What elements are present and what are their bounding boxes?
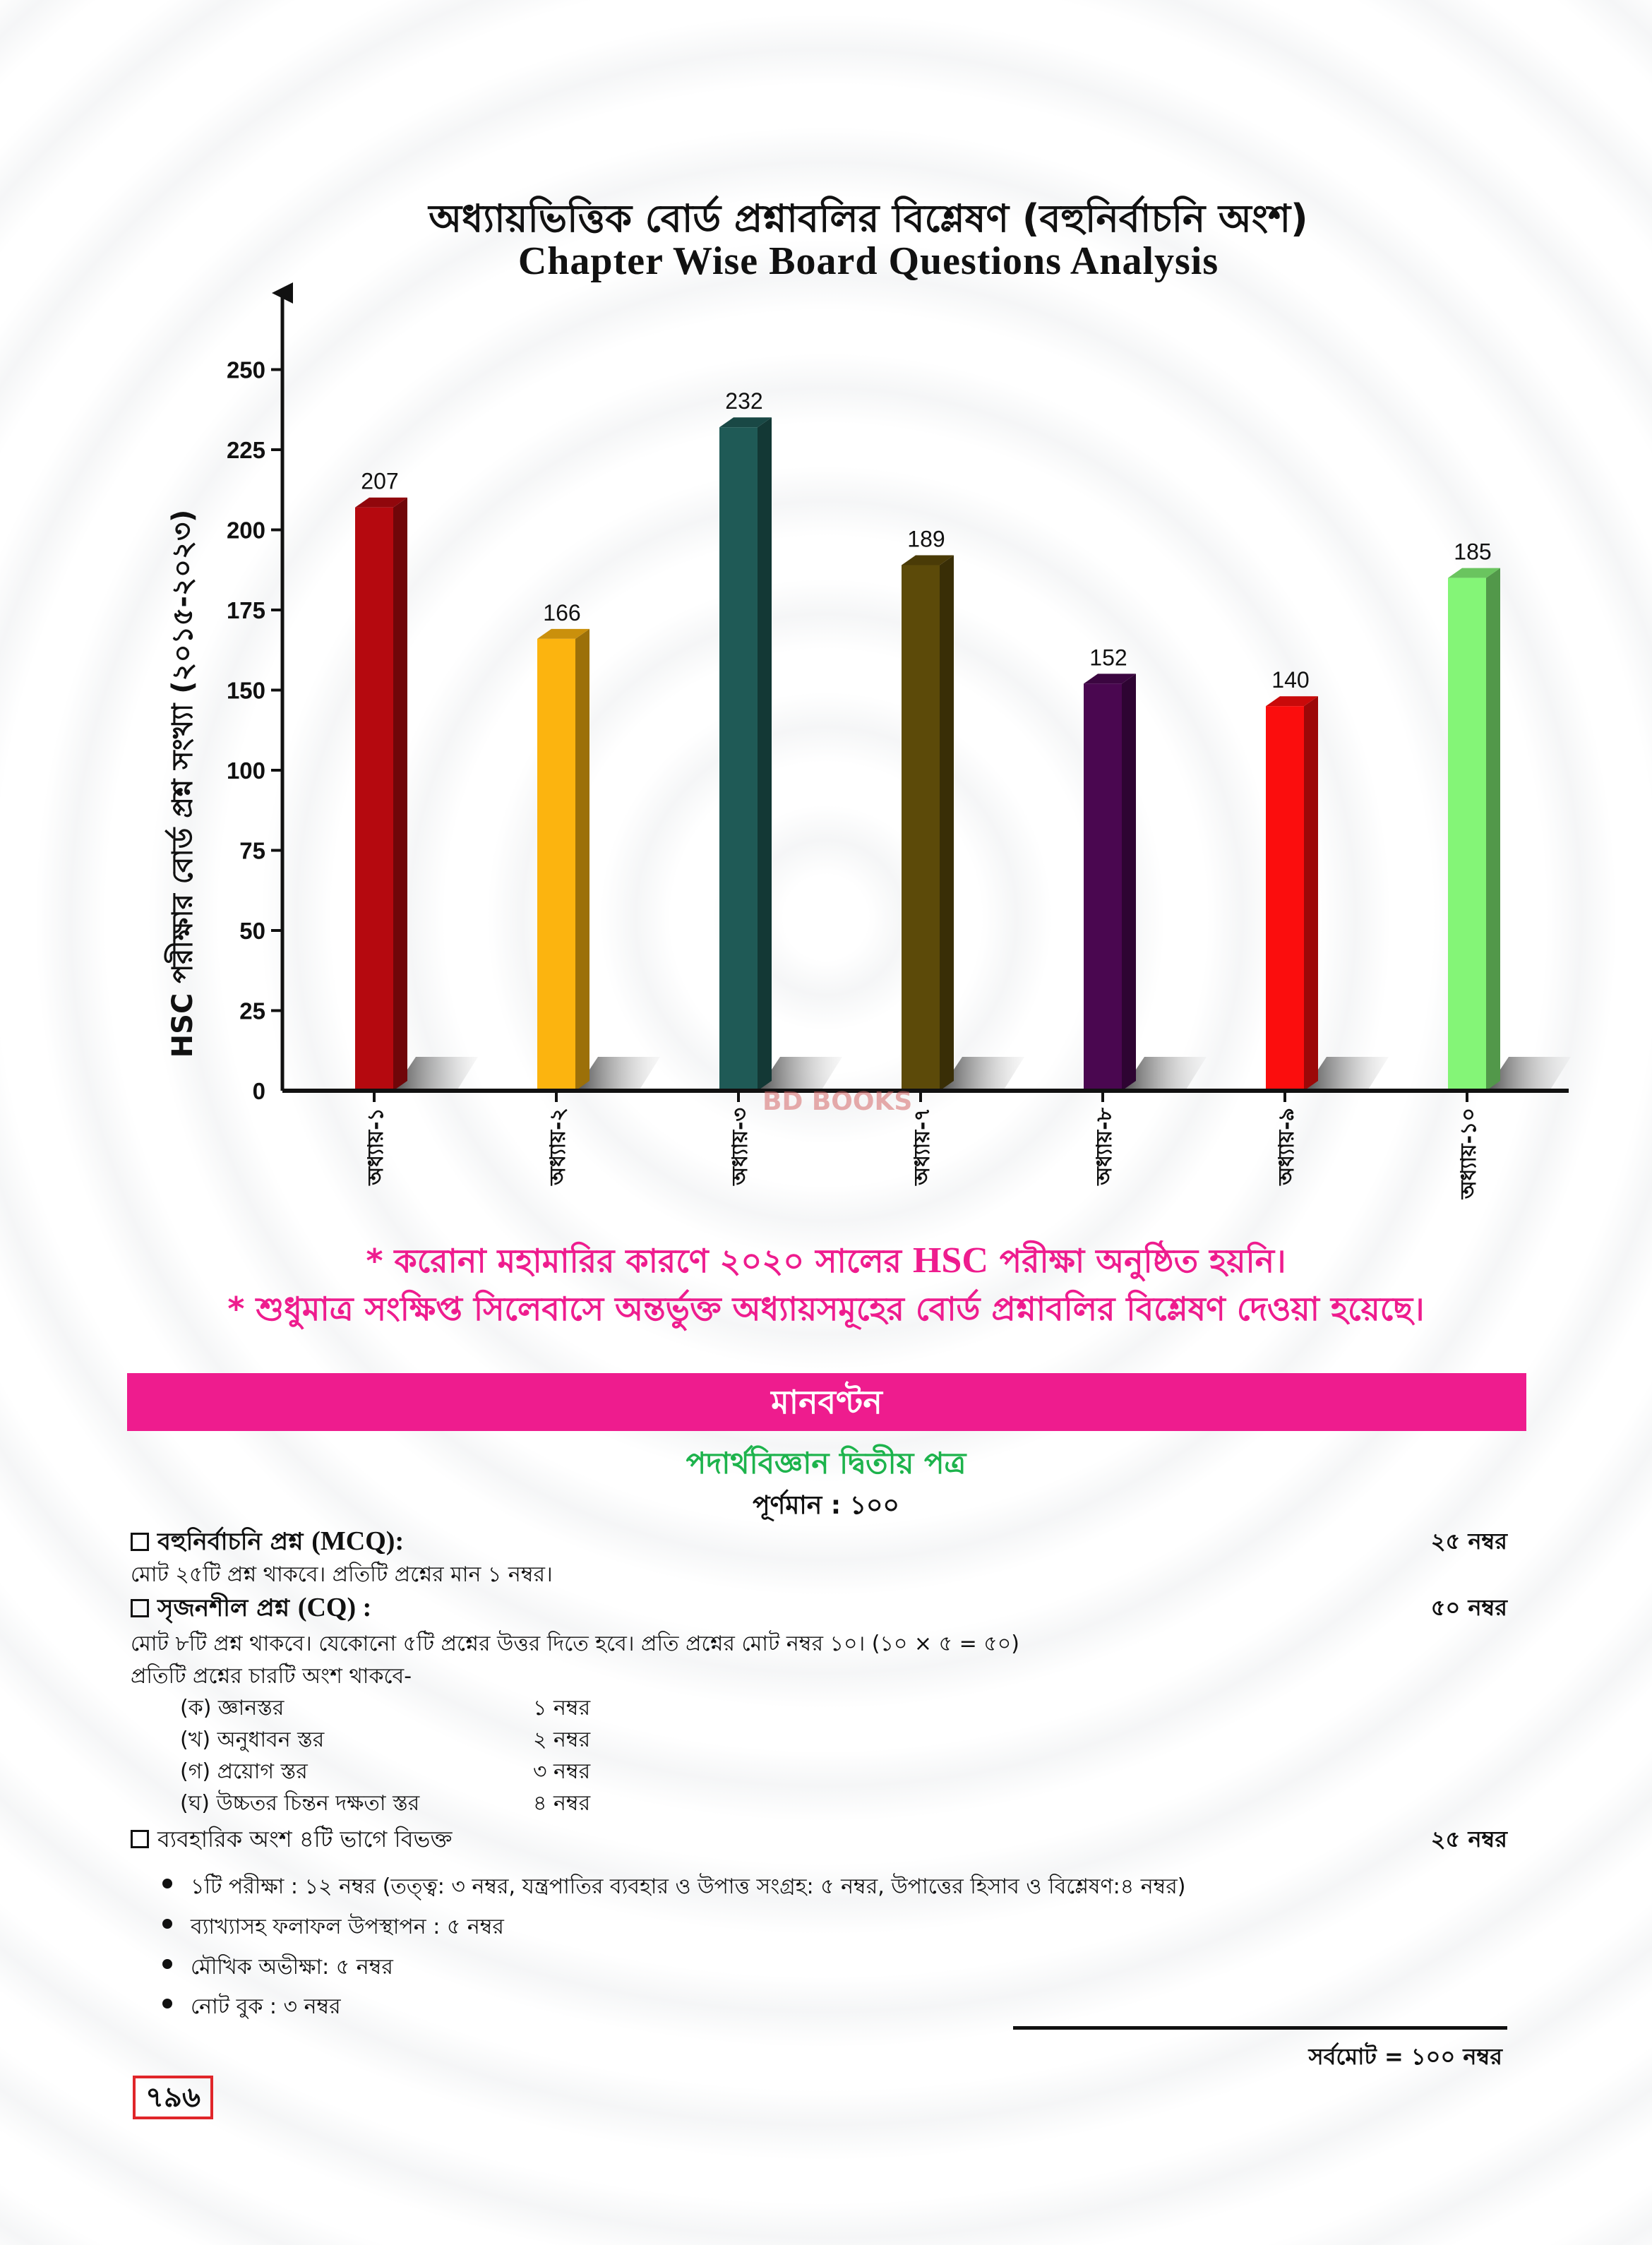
bar-side xyxy=(1304,696,1318,1091)
bar-group xyxy=(1084,645,1207,1091)
cq-part-3 xyxy=(180,1754,815,1790)
bar-group xyxy=(537,600,660,1091)
bar xyxy=(902,565,940,1091)
y-tick-label: 250 xyxy=(226,357,265,383)
y-tick-label: 25 xyxy=(239,998,265,1024)
cq-part-marks: ৩ নম্বর xyxy=(533,1759,591,1784)
x-category-label: অধ্যায়-২ xyxy=(546,1108,570,1185)
checkbox-icon xyxy=(131,1830,149,1848)
note-line-1 xyxy=(0,1237,1652,1291)
cq-part-label: (খ) অনুধাবন স্তর xyxy=(180,1728,325,1752)
bar-value-label: 232 xyxy=(725,388,763,414)
page-number: ৭৯৬ xyxy=(133,2076,213,2119)
subject-title: পদার্থবিজ্ঞান দ্বিতীয় পত্র xyxy=(686,1446,966,1480)
full-marks: পূর্ণমান : ১০০ xyxy=(753,1491,899,1520)
mcq-title-en: (MCQ): xyxy=(311,1526,405,1556)
y-tick-label: 175 xyxy=(226,597,265,623)
note-line-2: * শুধুমাত্র সংক্ষিপ্ত সিলেবাসে অন্তর্ভুক্ত অধ্যায়সমূহের বোর্ড প্রশ্নাবলির বিশ্লেষণ দেওয়া হয়েছে। xyxy=(227,1290,1425,1328)
bar-group xyxy=(1448,539,1571,1091)
bar-side xyxy=(1122,674,1136,1091)
practical-marks: ২৫ নম্বর xyxy=(1430,1826,1507,1852)
y-tick-label: 50 xyxy=(239,918,265,944)
total-divider xyxy=(1013,2026,1507,2030)
practical-item-2: ব্যাখ্যাসহ ফলাফল উপস্থাপন : ৫ নম্বর xyxy=(191,1910,1497,1946)
cq-part-1 xyxy=(180,1691,815,1727)
y-axis-label: HSC পরীক্ষার বোর্ড প্রশ্ন সংখ্যা (২০১৫-২০২৩) xyxy=(167,509,199,1058)
bar-group xyxy=(902,526,1024,1091)
cq-part-2 xyxy=(180,1723,815,1759)
y-tick-label: 200 xyxy=(226,517,265,544)
bar-side xyxy=(393,498,407,1091)
bar xyxy=(355,508,393,1091)
grand-total: সর্বমোট = ১০০ নম্বর xyxy=(1308,2043,1502,2070)
bar-side xyxy=(575,629,589,1091)
watermark: BD BOOKS xyxy=(762,1087,913,1116)
bar-value-label: 152 xyxy=(1089,645,1127,671)
bar-value-label: 189 xyxy=(907,526,945,552)
bar xyxy=(719,427,758,1091)
bar xyxy=(1084,683,1122,1091)
cq-part-label: (গ) প্রয়োগ স্তর xyxy=(180,1759,308,1784)
cq-description-2: প্রতিটি প্রশ্নের চারটি অংশ থাকবে- xyxy=(131,1664,412,1689)
bar-value-label: 166 xyxy=(543,599,581,625)
bar xyxy=(1266,706,1304,1091)
x-category-label: অধ্যায়-১ xyxy=(364,1108,388,1185)
bar-group xyxy=(355,469,478,1091)
practical-item-4: নোট বুক : ৩ নম্বর xyxy=(191,1989,1497,2025)
bar-side xyxy=(1486,568,1500,1091)
chart-title-english: Chapter Wise Board Questions Analysis xyxy=(517,239,1219,283)
bar xyxy=(537,639,575,1091)
chart-title-bangla: অধ্যায়ভিত্তিক বোর্ড প্রশ্নাবলির বিশ্লেষণ (বহুনির্বাচনি অংশ) xyxy=(429,196,1308,241)
cq-part-4 xyxy=(180,1786,815,1822)
cq-part-label: (ক) জ্ঞানস্তর xyxy=(180,1696,285,1720)
mark-distribution-banner: মানবণ্টন xyxy=(127,1373,1526,1431)
practical-title: ব্যবহারিক অংশ ৪টি ভাগে বিভক্ত xyxy=(157,1826,453,1852)
bar-side xyxy=(940,555,954,1091)
cq-description: মোট ৮টি প্রশ্ন থাকবে। যেকোনো ৫টি প্রশ্নের উত্তর দিতে হবে। প্রতি প্রশ্নের মোট নম্বর ১০। (১০ × ৫ = ৫০) xyxy=(131,1632,1019,1656)
practical-item-3: মৌখিক অভীক্ষা: ৫ নম্বর xyxy=(191,1950,1497,1986)
bar-value-label: 185 xyxy=(1454,539,1492,565)
bar-group xyxy=(719,388,842,1091)
mcq-title-bn: বহুনির্বাচনি প্রশ্ন xyxy=(157,1528,304,1556)
bar xyxy=(1448,578,1486,1091)
practical-item-1: ১টি পরীক্ষা : ১২ নম্বর (তত্ত্ব: ৩ নম্বর, যন্ত্রপাতির ব্যবহার ও উপাত্ত সংগ্রহ: ৫ নম্বর, উপাত্তের হিসাব ও বিশ্লেষণ:৪ নম্বর) xyxy=(191,1869,1497,1905)
bar-value-label: 140 xyxy=(1271,667,1310,693)
x-category-label: অধ্যায়-৯ xyxy=(1274,1108,1299,1185)
x-category-label: অধ্যায়-৮ xyxy=(1092,1108,1117,1185)
y-tick-label: 100 xyxy=(226,758,265,784)
note-line-1-part-a: * করোনা মহামারির কারণে ২০২০ সালের xyxy=(366,1242,902,1280)
mcq-description: মোট ২৫টি প্রশ্ন থাকবে। প্রতিটি প্রশ্নের মান ১ নম্বর। xyxy=(131,1562,553,1587)
mcq-marks: ২৫ নম্বর xyxy=(1430,1528,1507,1555)
cq-title-bn: সৃজনশীল প্রশ্ন xyxy=(157,1594,289,1622)
x-category-label: অধ্যায়-৭ xyxy=(910,1108,935,1185)
note-line-1-part-b: পরীক্ষা অনুষ্ঠিত হয়নি। xyxy=(999,1242,1286,1280)
cq-part-marks: ২ নম্বর xyxy=(533,1728,591,1752)
y-tick-label: 150 xyxy=(226,677,265,704)
cq-title-en: (CQ) : xyxy=(297,1593,372,1622)
checkbox-icon xyxy=(131,1599,149,1617)
x-category-label: অধ্যায়-১০ xyxy=(1456,1108,1481,1199)
bar-side xyxy=(758,417,772,1091)
x-category-label: অধ্যায়-৩ xyxy=(728,1108,753,1185)
cq-marks: ৫০ নম্বর xyxy=(1430,1594,1507,1621)
cq-part-marks: ৪ নম্বর xyxy=(533,1791,591,1816)
practical-heading xyxy=(131,1821,1507,1860)
cq-part-label: (ঘ) উচ্চতর চিন্তন দক্ষতা স্তর xyxy=(180,1791,420,1816)
y-tick-label: 75 xyxy=(239,837,265,864)
bar-value-label: 207 xyxy=(361,468,399,494)
cq-heading xyxy=(131,1590,1507,1630)
note-line-1-hsc: HSC xyxy=(912,1240,988,1281)
checkbox-icon xyxy=(131,1533,149,1551)
bar-group xyxy=(1266,667,1389,1091)
cq-part-marks: ১ নম্বর xyxy=(533,1696,591,1720)
y-tick-label: 0 xyxy=(252,1078,265,1104)
y-tick-label: 225 xyxy=(226,437,265,463)
